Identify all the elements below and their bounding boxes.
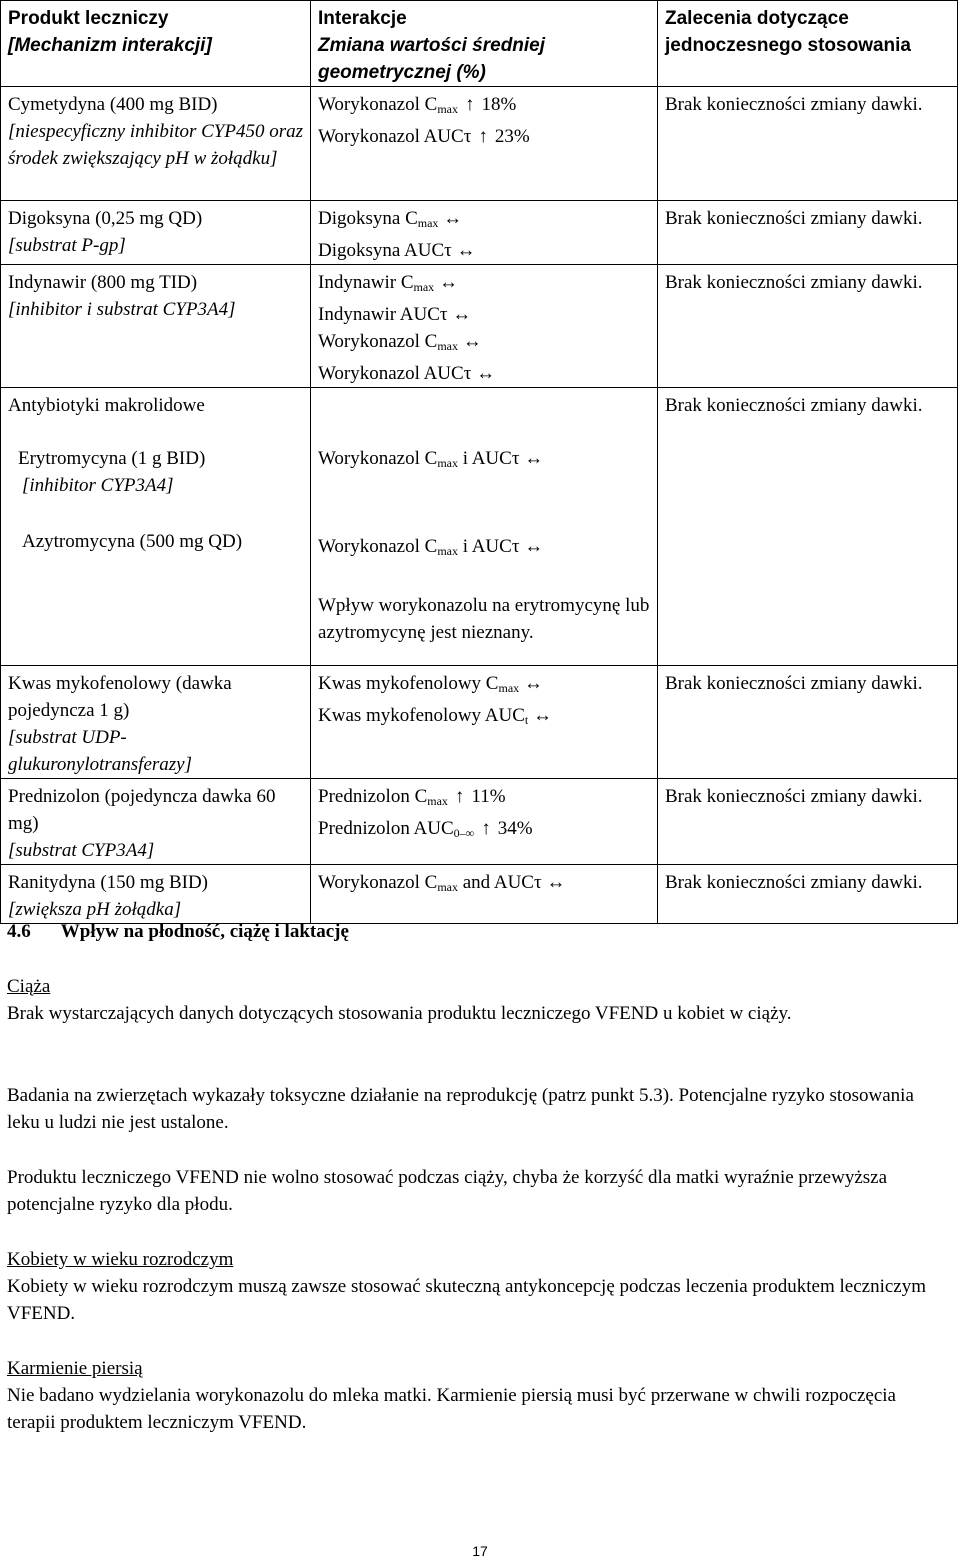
childbearing-paragraph: Kobiety w wieku rozrodczym muszą zawsze stosować skuteczną antykoncepcję podczas leczenia produktem leczniczym VFEND. (7, 1276, 927, 1324)
section-heading (7, 918, 937, 945)
drug-mechanism: [substrat CYP3A4] (8, 840, 155, 861)
pregnancy-paragraph-3-block (7, 1164, 937, 1218)
interaction-line: Indynawir $C_{max}$ ↔ (318, 272, 458, 294)
drug-name: Kwas mykofenolowy (dawka pojedyncza 1 g) (8, 673, 232, 721)
interaction-line: Worykonazol $C_{max}$ i AUCτ ↔ (318, 536, 544, 558)
table-row (1, 265, 958, 388)
drug-name: Azytromycyna (500 mg QD) (22, 531, 243, 552)
table-row (1, 201, 958, 265)
drug-mechanism: [substrat UDP-glukuronylotransferazy] (8, 727, 193, 775)
table-row (1, 87, 958, 201)
interaction-line: Worykonazol $C_{max}$ ↔ (318, 331, 482, 353)
drug-mechanism: [inhibitor i substrat CYP3A4] (8, 299, 236, 320)
product-cell (1, 265, 311, 388)
drug-mechanism: [niespecyficzny inhibitor CYP450 oraz środek zwiększający pH w żołądku] (8, 121, 304, 169)
interaction-line: Kwas mykofenolowy $C_{max}$ ↔ (318, 673, 543, 695)
interaction-line: Worykonazol $C_{max}$ i AUCτ ↔ (318, 448, 544, 470)
recommendation-text: Brak konieczności zmiany dawki. (665, 272, 923, 293)
interaction-cell (311, 666, 658, 779)
interaction-line: Prednizolon $C_{max}$ ↑ 11% (318, 783, 651, 815)
drug-mechanism: [inhibitor CYP3A4] (22, 475, 174, 496)
product-cell (1, 779, 311, 865)
interaction-line: Indynawir AUCτ ↔ (318, 304, 472, 325)
interaction-cell (311, 779, 658, 865)
arrow-up-icon: ↑ (464, 94, 475, 115)
interaction-cell (311, 265, 658, 388)
header-col3-title: Zalecenia dotyczące jednoczesnego stosowania (665, 8, 911, 56)
recommendation-cell (658, 388, 958, 666)
table-row-macrolides (1, 388, 958, 666)
recommendation-text: Brak konieczności zmiany dawki. (665, 673, 923, 694)
header-cell-product (1, 1, 311, 87)
recommendation-text: Brak konieczności zmiany dawki. (665, 208, 923, 229)
drug-mechanism: [substrat P-gp] (8, 235, 126, 256)
drug-name: Cymetydyna (400 mg BID) (8, 94, 218, 115)
recommendation-cell (658, 865, 958, 924)
section-number: 4.6 (7, 921, 31, 942)
childbearing-block (7, 1246, 937, 1327)
header-cell-interactions (311, 1, 658, 87)
interaction-note: Wpływ worykonazolu na erytromycynę lub azytromycynę jest nieznany. (318, 595, 650, 643)
header-col2-title: Interakcje (318, 8, 407, 29)
interaction-line: Kwas mykofenolowy $AUC_t$ ↔ (318, 705, 552, 727)
interaction-cell (311, 388, 658, 666)
recommendation-text: Brak konieczności zmiany dawki. (665, 872, 923, 893)
arrow-up-icon: ↑ (478, 126, 488, 147)
table-row (1, 865, 958, 924)
recommendation-cell (658, 666, 958, 779)
interaction-line: Digoksyna $C_{max}$ ↔ (318, 208, 463, 230)
header-cell-recommendations (658, 1, 958, 87)
interaction-line: Worykonazol $C_{max}$ and AUCτ ↔ (318, 872, 566, 894)
table-header-row (1, 1, 958, 87)
header-col1-title: Produkt leczniczy (8, 8, 169, 29)
interaction-line: Worykonazol AUCτ ↔ (318, 363, 496, 384)
drug-name: Indynawir (800 mg TID) (8, 272, 198, 293)
table-row (1, 779, 958, 865)
interaction-cell (311, 865, 658, 924)
interaction-line: Digoksyna AUCτ ↔ (318, 240, 476, 261)
interaction-line: Prednizolon $AUC_{0-\infty}$ ↑ 34% (318, 815, 651, 847)
header-col1-subtitle: [Mechanizm interakcji] (8, 35, 212, 56)
product-cell (1, 666, 311, 779)
recommendation-cell (658, 201, 958, 265)
drug-mechanism: [zwiększa pH żołądka] (8, 899, 182, 920)
product-cell (1, 388, 311, 666)
page-number: 17 (472, 1543, 488, 1559)
recommendation-cell (658, 779, 958, 865)
breastfeeding-block (7, 1355, 937, 1436)
arrow-up-icon: ↑ (454, 786, 465, 807)
pregnancy-paragraph-3: Produktu leczniczego VFEND nie wolno stosować podczas ciąży, chyba że korzyść dla matki wyraźnie przewyższa potencjalne ryzyko dla płodu. (7, 1167, 888, 1215)
breastfeeding-paragraph: Nie badano wydzielania worykonazolu do mleka matki. Karmienie piersią musi być przerwane w chwili rozpoczęcia terapii produktem leczniczym VFEND. (7, 1385, 896, 1433)
drug-name: Prednizolon (pojedyncza dawka 60 mg) (8, 786, 276, 834)
pregnancy-paragraph-2-block (7, 1082, 937, 1136)
interaction-cell (311, 201, 658, 265)
pregnancy-paragraph-1: Brak wystarczających danych dotyczących stosowania produktu leczniczego VFEND u kobiet w ciąży. (7, 1003, 792, 1024)
arrow-up-icon: ↑ (481, 818, 491, 839)
pregnancy-heading: Ciąża (7, 976, 51, 997)
table-row (1, 666, 958, 779)
drug-name: Erytromycyna (1 g BID) (18, 448, 206, 469)
recommendation-text: Brak konieczności zmiany dawki. (665, 94, 923, 115)
interaction-line: Worykonazol $C_{max}$ ↑ 18% (318, 91, 651, 123)
product-cell (1, 87, 311, 201)
recommendation-cell (658, 265, 958, 388)
recommendation-text: Brak konieczności zmiany dawki. (665, 395, 923, 416)
pregnancy-block (7, 973, 937, 1027)
interaction-line: Worykonazol AUCτ ↑ 23% (318, 123, 651, 150)
product-cell (1, 201, 311, 265)
drug-name: Ranitydyna (150 mg BID) (8, 872, 209, 893)
recommendation-cell (658, 87, 958, 201)
pregnancy-paragraph-2: Badania na zwierzętach wykazały toksyczne działanie na reprodukcję (patrz punkt 5.3). Potencjalne ryzyko stosowania leku u ludzi nie jest ustalone. (7, 1085, 914, 1133)
drug-group: Antybiotyki makrolidowe (8, 395, 205, 416)
header-col2-subtitle: Zmiana wartości średniej geometrycznej (%) (318, 35, 546, 83)
drug-name: Digoksyna (0,25 mg QD) (8, 208, 203, 229)
interaction-cell (311, 87, 658, 201)
breastfeeding-heading: Karmienie piersią (7, 1358, 143, 1379)
product-cell (1, 865, 311, 924)
recommendation-text: Brak konieczności zmiany dawki. (665, 786, 923, 807)
section-title: Wpływ na płodność, ciążę i laktację (60, 921, 349, 942)
childbearing-heading: Kobiety w wieku rozrodczym (7, 1249, 234, 1270)
